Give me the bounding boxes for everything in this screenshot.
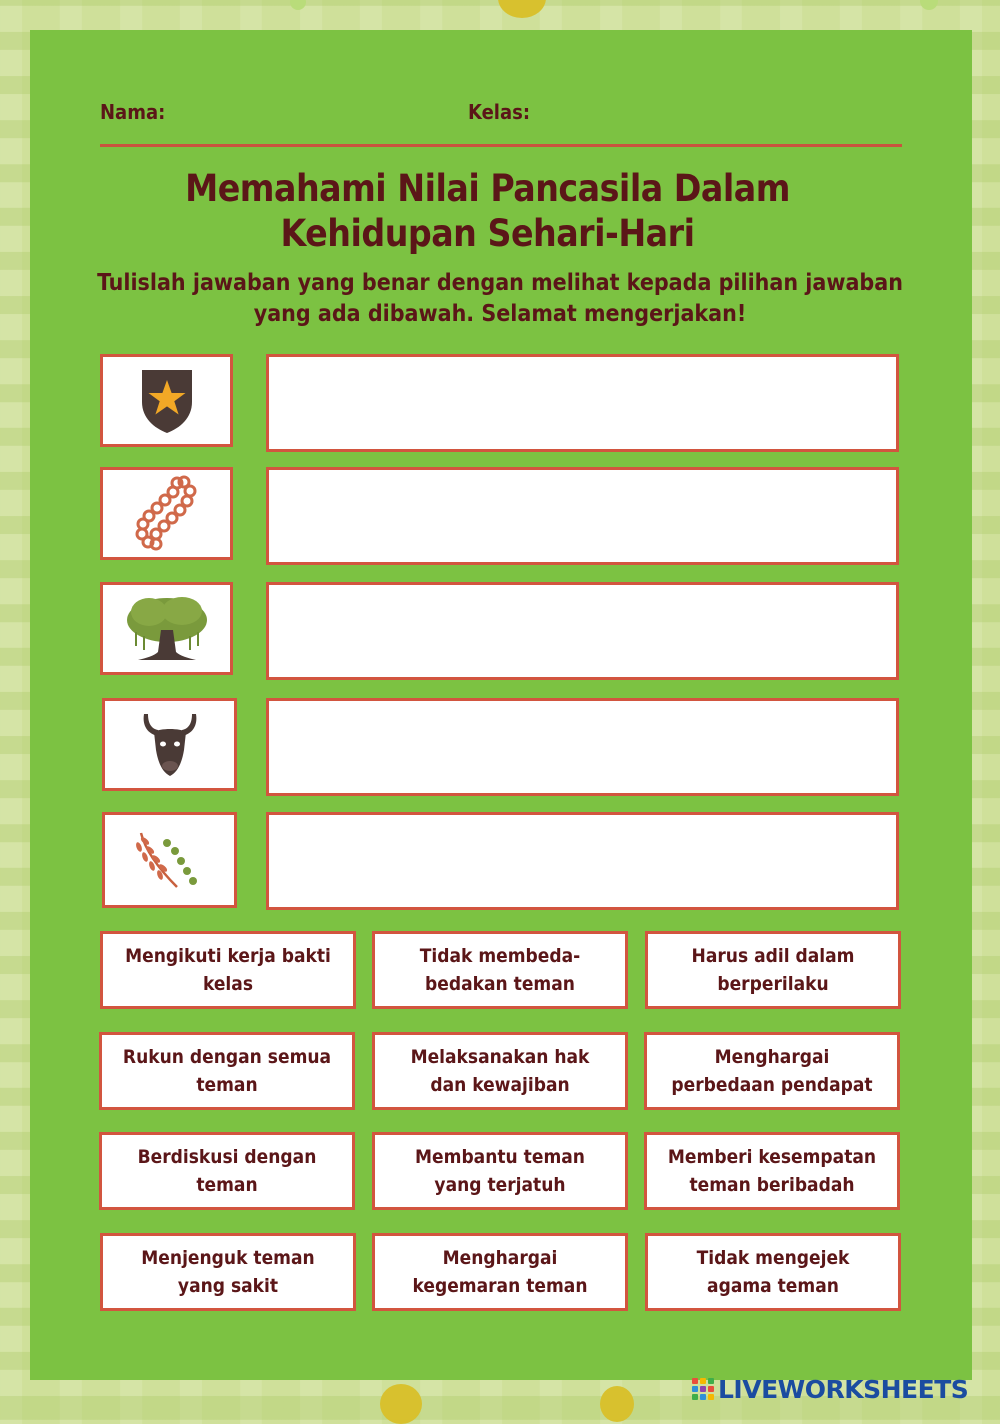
fruit-decoration-icon [498, 0, 546, 18]
option-card[interactable]: Menjenguk teman yang sakit [100, 1233, 356, 1311]
instruction-line-1: Tulislah jawaban yang benar dengan melihat kepada pilihan jawaban [97, 270, 903, 296]
instruction-text [90, 268, 910, 330]
option-card[interactable]: Rukun dengan semua teman [99, 1032, 355, 1110]
option-card[interactable]: Menghargai perbedaan pendapat [644, 1032, 900, 1110]
class-label: Kelas: [468, 100, 531, 124]
fruit-decoration-icon [920, 0, 938, 10]
banyan-tree-icon [124, 594, 210, 664]
fruit-decoration-icon [290, 0, 306, 10]
symbol-box-1 [100, 354, 233, 447]
option-card[interactable]: Memberi kesempatan teman beribadah [644, 1132, 900, 1210]
bull-head-icon [140, 710, 200, 780]
answer-box-5[interactable] [266, 812, 899, 910]
answer-box-2[interactable] [266, 467, 899, 565]
header-divider [100, 144, 902, 147]
page-title [100, 166, 875, 256]
symbol-box-4 [102, 698, 237, 791]
star-shield-icon [140, 368, 194, 434]
title-line-2: Kehidupan Sehari-Hari [280, 212, 695, 255]
symbol-box-2 [100, 467, 233, 560]
name-label: Nama: [100, 100, 166, 124]
instruction-line-2: yang ada dibawah. Selamat mengerjakan! [253, 301, 747, 327]
fruit-decoration-icon [600, 1386, 634, 1422]
rice-cotton-icon [135, 829, 205, 891]
option-card[interactable]: Melaksanakan hak dan kewajiban [372, 1032, 628, 1110]
option-card[interactable]: Tidak membeda- bedakan teman [372, 931, 628, 1009]
option-card[interactable]: Mengikuti kerja bakti kelas [100, 931, 356, 1009]
answer-box-3[interactable] [266, 582, 899, 680]
option-card[interactable]: Membantu teman yang terjatuh [372, 1132, 628, 1210]
answer-box-1[interactable] [266, 354, 899, 452]
answer-box-4[interactable] [266, 698, 899, 796]
option-card[interactable]: Tidak mengejek agama teman [645, 1233, 901, 1311]
chain-icon [132, 474, 202, 554]
symbol-box-5 [102, 812, 237, 908]
brand-text: LIVEWORKSHEETS [718, 1374, 969, 1404]
fruit-decoration-icon [380, 1384, 422, 1424]
option-card[interactable]: Harus adil dalam berperilaku [645, 931, 901, 1009]
liveworksheets-brand[interactable] [692, 1376, 968, 1402]
title-line-1: Memahami Nilai Pancasila Dalam [185, 167, 790, 210]
option-card[interactable]: Menghargai kegemaran teman [372, 1233, 628, 1311]
option-card[interactable]: Berdiskusi dengan teman [99, 1132, 355, 1210]
liveworksheets-logo-icon [692, 1378, 714, 1400]
symbol-box-3 [100, 582, 233, 675]
